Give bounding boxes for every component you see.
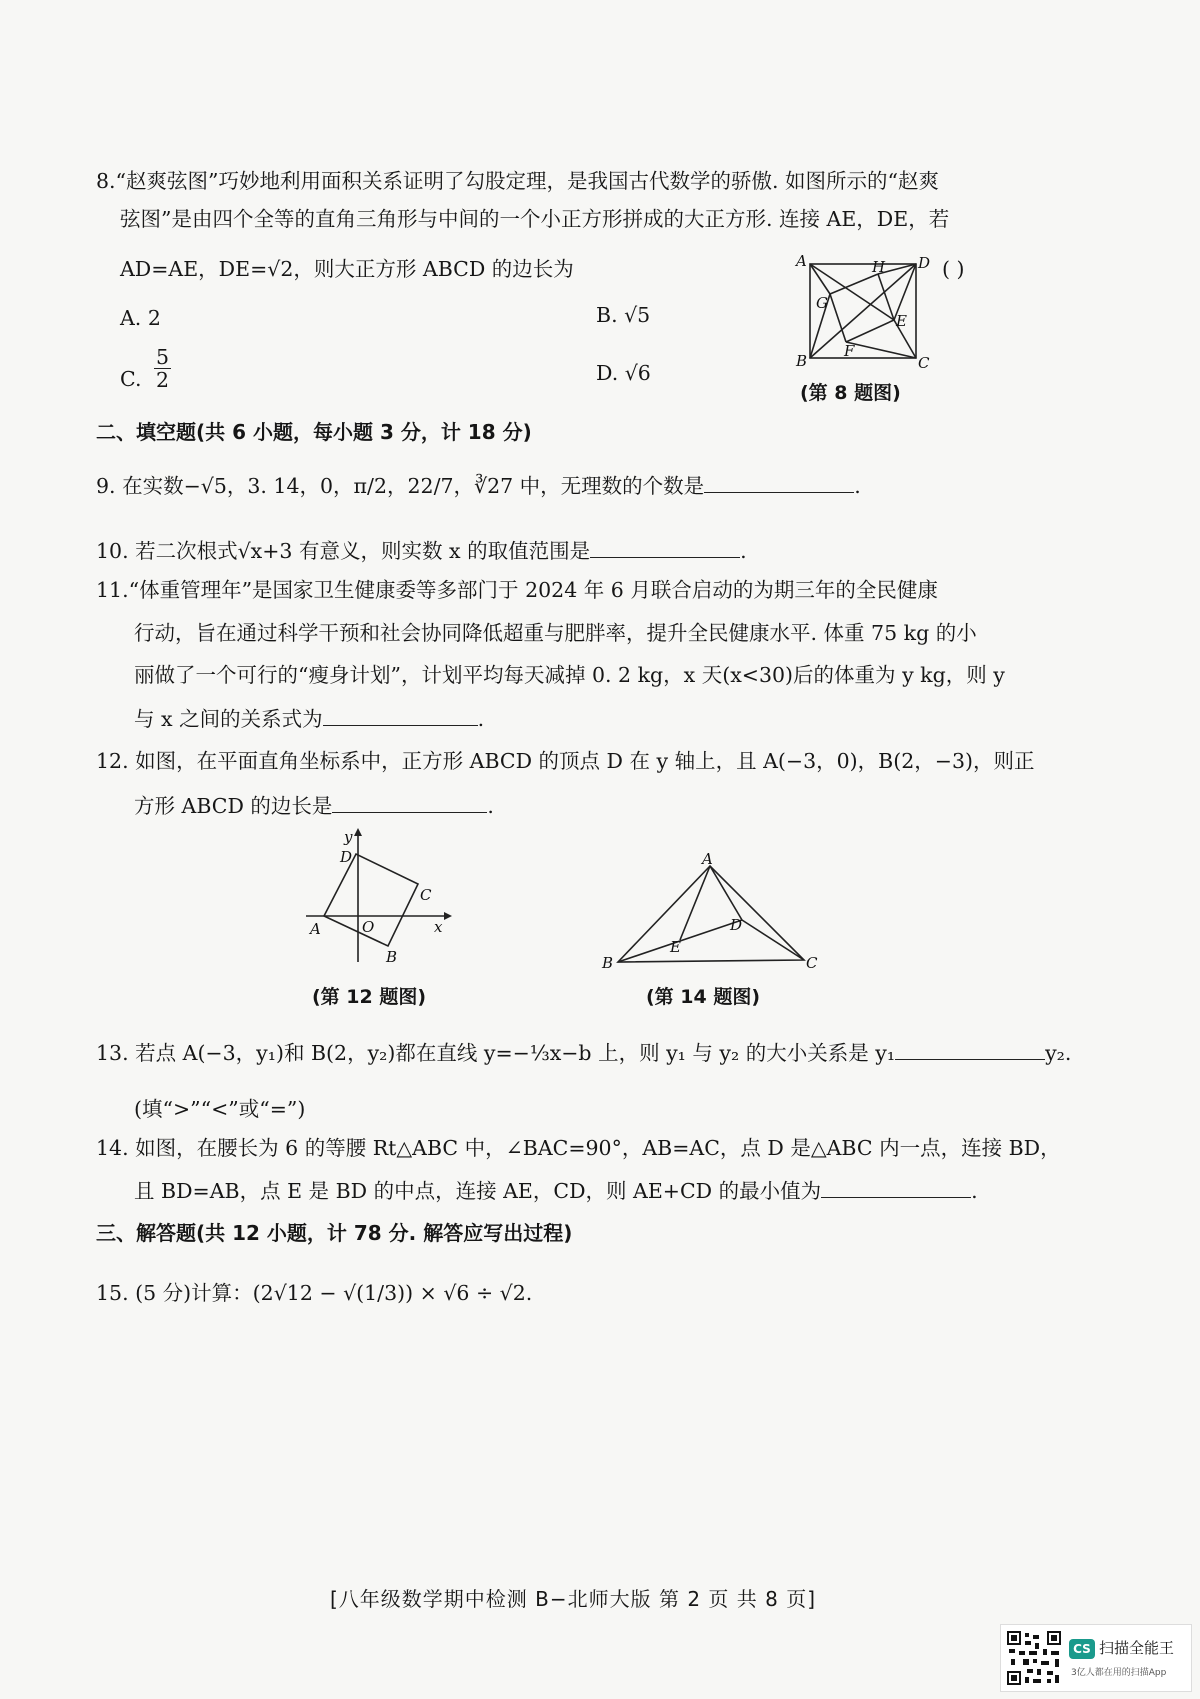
q8-paren: ( ) xyxy=(942,257,965,281)
q8-label-d: D xyxy=(918,254,931,272)
q11-line4-text: 与 x 之间的关系式为 xyxy=(134,707,323,731)
q8-figure xyxy=(790,252,940,376)
q12-end: . xyxy=(487,794,494,818)
q8-seg-fc xyxy=(846,342,916,358)
q12-label-y: y xyxy=(344,828,353,846)
q13-y2: y₂. xyxy=(1045,1041,1072,1065)
q11-line1: 11.“体重管理年”是国家卫生健康委等多部门于 2024 年 6 月联合启动的为期三年的全民健康 xyxy=(96,578,938,602)
q8-option-c-num: 5 xyxy=(156,345,170,369)
q8-line1: 8.“赵爽弦图”巧妙地利用面积关系证明了勾股定理，是我国古代数学的骄傲. 如图所示的“赵爽 xyxy=(96,169,940,193)
scanner-title: 扫描全能王 xyxy=(1099,1639,1175,1657)
q14-answer-blank[interactable] xyxy=(821,1177,971,1198)
q12-y-arrow xyxy=(354,828,362,836)
page-footer: [八年级数学期中检测 B−北师大版 第 2 页 共 8 页] xyxy=(330,1587,817,1611)
section-2-heading: 二、填空题(共 6 小题，每小题 3 分，计 18 分) xyxy=(96,420,532,444)
q14-line2 xyxy=(134,1176,978,1206)
q12-label-a: A xyxy=(310,920,321,938)
q10-answer-blank[interactable] xyxy=(590,537,740,558)
q8-fig-caption: (第 8 题图) xyxy=(800,382,901,404)
q8-option-c-den: 2 xyxy=(156,368,170,392)
q12-x-arrow xyxy=(444,912,452,920)
q8-option-c xyxy=(120,346,171,391)
q14-end: . xyxy=(971,1179,978,1203)
q14-seg-cd xyxy=(742,920,804,960)
q8-option-b: B. √5 xyxy=(596,303,651,327)
q14-label-d: D xyxy=(730,916,743,934)
section-3-heading: 三、解答题(共 12 小题，计 78 分. 解答应写出过程) xyxy=(96,1221,573,1245)
q8-option-d: D. √6 xyxy=(596,361,651,385)
q9 xyxy=(96,471,861,501)
q8-option-a: A. 2 xyxy=(120,306,161,330)
q14-label-c: C xyxy=(806,954,818,972)
q8-option-c-frac xyxy=(154,346,171,391)
q10-text: 10. 若二次根式√x+3 有意义，则实数 x 的取值范围是 xyxy=(96,539,591,563)
q12-label-x: x xyxy=(434,918,443,936)
q14-line1: 14. 如图，在腰长为 6 的等腰 Rt△ABC 中，∠BAC=90°，AB=AC，点 D 是△ABC 内一点，连接 BD， xyxy=(96,1136,1061,1160)
q14-figure xyxy=(596,848,830,974)
q11-end: . xyxy=(477,707,485,731)
q15: 15. (5 分)计算：(2√12 − √(1/3)) × √6 ÷ √2. xyxy=(96,1281,533,1305)
q12-figure xyxy=(296,828,456,968)
q12-line1: 12. 如图，在平面直角坐标系中，正方形 ABCD 的顶点 D 在 y 轴上，且 A(−3，0)，B(2，−3)，则正 xyxy=(96,749,1035,773)
q8-label-b: B xyxy=(796,352,808,370)
q8-label-h: H xyxy=(872,258,886,276)
q14-label-b: B xyxy=(602,954,614,972)
q8-line2: 弦图”是由四个全等的直角三角形与中间的一个小正方形拼成的大正方形. 连接 AE，DE，若 xyxy=(120,207,950,231)
q8-seg-he xyxy=(878,274,894,320)
q8-label-c: C xyxy=(918,354,930,372)
q13-line2: (填“>”“<”或“=”) xyxy=(134,1097,306,1121)
q10 xyxy=(96,536,747,566)
q13-answer-blank[interactable] xyxy=(895,1039,1045,1060)
q12-answer-blank[interactable] xyxy=(332,792,487,813)
q10-end: . xyxy=(740,539,747,563)
q8-label-f: F xyxy=(844,342,855,360)
q8-seg-fe xyxy=(846,320,894,342)
scanner-badge xyxy=(1000,1624,1192,1692)
q11-line2: 行动，旨在通过科学干预和社会协同降低超重与肥胖率，提升全民健康水平. 体重 75 kg 的小 xyxy=(134,621,977,645)
q11-line4 xyxy=(134,704,484,734)
q14-label-a: A xyxy=(702,850,713,868)
q12-fig-caption: (第 12 题图) xyxy=(312,986,427,1008)
q8-seg-ah xyxy=(810,264,830,294)
q8-line3: AD=AE，DE=√2，则大正方形 ABCD 的边长为 xyxy=(120,257,574,281)
q12-label-c: C xyxy=(420,886,432,904)
q8-label-g: G xyxy=(816,294,828,312)
q9-end: . xyxy=(854,474,861,498)
qr-code-icon xyxy=(1007,1631,1061,1685)
q12-label-b: B xyxy=(386,948,398,966)
scanner-subtitle: 3亿人都在用的扫描App xyxy=(1071,1668,1167,1678)
q11-answer-blank[interactable] xyxy=(323,705,478,726)
q9-text: 9. 在实数−√5，3. 14，0，π/2，22/7，∛27 中，无理数的个数是 xyxy=(96,474,705,498)
q12-line2-text: 方形 ABCD 的边长是 xyxy=(134,794,333,818)
q14-seg-ae xyxy=(680,866,710,940)
q9-answer-blank[interactable] xyxy=(704,472,854,493)
q14-line2-text: 且 BD=AB，点 E 是 BD 的中点，连接 AE，CD，则 AE+CD 的最小值为 xyxy=(134,1179,822,1203)
q13-line1 xyxy=(96,1038,1071,1068)
q13-text: 13. 若点 A(−3，y₁)和 B(2，y₂)都在直线 y=−⅓x−b 上，则 y₁ 与 y₂ 的大小关系是 y₁ xyxy=(96,1041,896,1065)
camscanner-logo-icon: CS xyxy=(1069,1639,1095,1659)
q11-line3: 丽做了一个可行的“瘦身计划”，计划平均每天减掉 0. 2 kg，x 天(x<30)后的体重为 y kg，则 y xyxy=(134,663,1005,687)
q8-label-e: E xyxy=(896,312,907,330)
q14-label-e: E xyxy=(670,938,681,956)
q14-triangle-abc xyxy=(618,866,804,962)
q12-label-d: D xyxy=(340,848,353,866)
q14-fig-caption: (第 14 题图) xyxy=(646,986,761,1008)
q8-seg-gh xyxy=(830,274,878,294)
q12-label-o: O xyxy=(362,918,375,936)
q12-line2 xyxy=(134,791,494,821)
q8-label-a: A xyxy=(796,252,807,270)
q8-seg-gf xyxy=(830,294,846,342)
q8-option-c-label: C. xyxy=(120,367,142,391)
